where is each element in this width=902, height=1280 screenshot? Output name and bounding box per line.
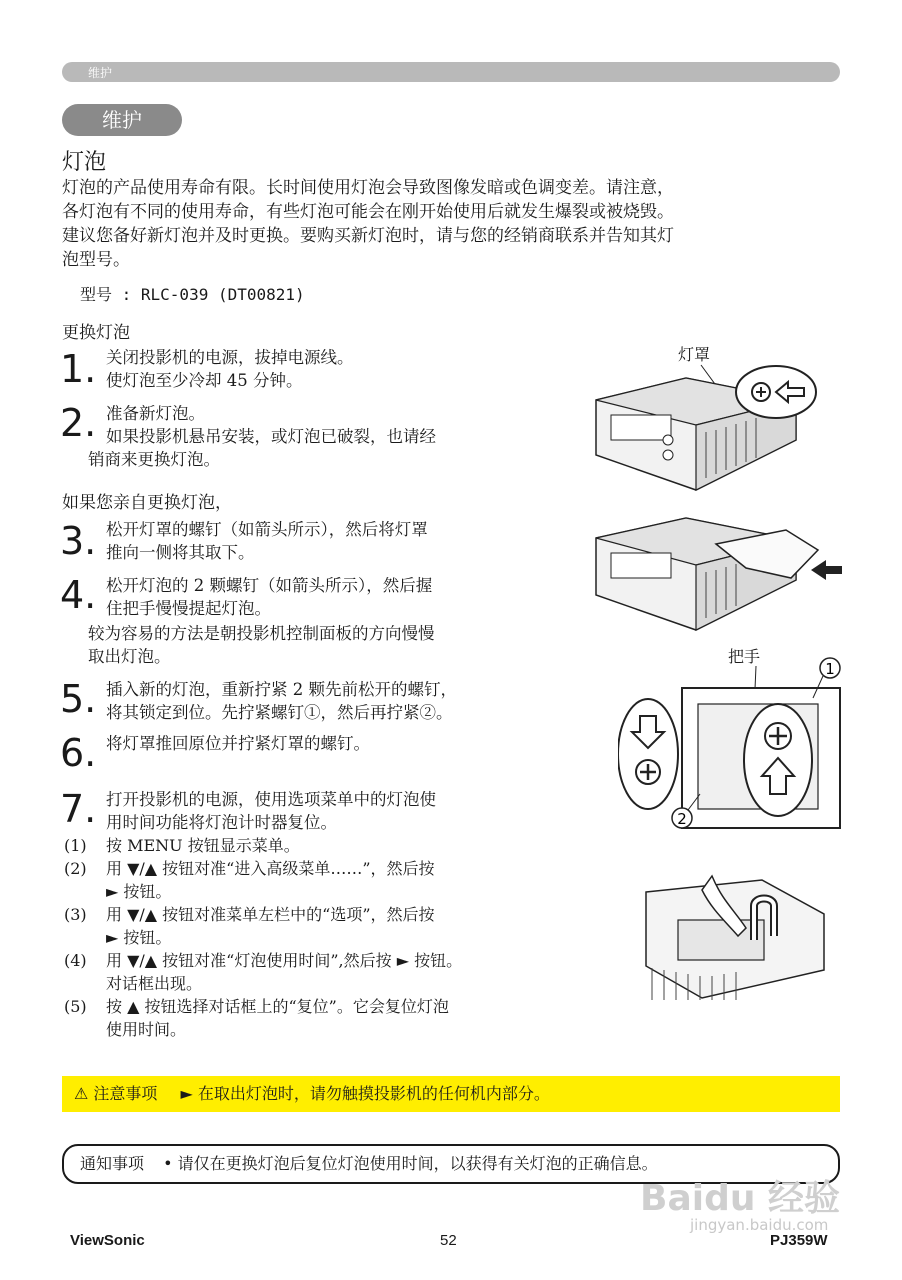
- model-number: 型号 : RLC-039 (DT00821): [80, 285, 305, 304]
- step-number: 3.: [60, 519, 97, 563]
- note-line: 较为容易的方法是朝投影机控制面板的方向慢慢: [88, 624, 435, 643]
- lamp-lifting-figure: [642, 870, 826, 1004]
- step-4-note: [88, 622, 435, 668]
- caution-text: ► 在取出灯泡时，请勿触摸投影机的任何机内部分。: [180, 1084, 550, 1103]
- header-bar-text: 维护: [88, 66, 113, 80]
- substep-line: ► 按钮。: [106, 928, 172, 947]
- substep-line: 用 ▼/▲ 按钮对准“灯泡使用时间”,然后按 ► 按钮。: [106, 951, 463, 970]
- step-line: 如果投影机悬吊安装，或灯泡已破裂，也请经: [106, 427, 436, 446]
- intro-paragraph: [62, 176, 842, 272]
- substep: [64, 995, 604, 1041]
- substep-line: 用 ▼/▲ 按钮对准菜单左栏中的“选项”，然后按: [106, 905, 435, 924]
- footer-model: PJ359W: [770, 1232, 828, 1249]
- intro-line: 灯泡的产品使用寿命有限。长时间使用灯泡会导致图像发暗或色调变差。请注意，: [62, 178, 674, 198]
- substep-line: 按 MENU 按钮显示菜单。: [106, 836, 300, 855]
- step-number: 6.: [60, 731, 97, 775]
- menu-substeps: [64, 834, 604, 1041]
- substep: [64, 857, 604, 903]
- step-line: 将其锁定到位。先拧紧螺钉①，然后再拧紧②。: [106, 703, 453, 722]
- step-line: 准备新灯泡。: [106, 404, 205, 423]
- substep-number: (4): [64, 951, 87, 970]
- substep-line: ► 按钮。: [106, 882, 172, 901]
- section-pill: 维护: [62, 104, 182, 136]
- substep-number: (3): [64, 905, 87, 924]
- step-line: 住把手慢慢提起灯泡。: [106, 599, 271, 618]
- step-6-text: [106, 732, 370, 755]
- note-line: 取出灯泡。: [88, 647, 171, 666]
- caution-label: ⚠ 注意事项: [74, 1084, 158, 1103]
- watermark-logo: Baidu 经验: [640, 1178, 841, 1219]
- step-line: 使灯泡至少冷却 45 分钟。: [106, 371, 303, 390]
- lamp-cover-label: 灯罩: [678, 345, 711, 364]
- notice-label: 通知事项: [80, 1154, 145, 1173]
- step-1-text: [106, 346, 354, 392]
- step-line: 关闭投影机的电源，拔掉电源线。: [106, 348, 354, 367]
- step-5-text: [106, 678, 457, 724]
- page-number: 52: [440, 1232, 457, 1249]
- step-number: 7.: [60, 787, 97, 831]
- substep: [64, 903, 604, 949]
- substep-line: 使用时间。: [106, 1020, 187, 1039]
- step-line: 推向一侧将其取下。: [106, 543, 255, 562]
- screw-2-number: 2: [677, 810, 687, 828]
- replace-heading: 更换灯泡: [62, 323, 130, 343]
- projector-lamp-cover-figure: [586, 360, 826, 500]
- intro-line: 各灯泡有不同的使用寿命，有些灯泡可能会在刚开始使用后就发生爆裂或被烧毁。: [62, 202, 674, 222]
- self-replace-heading: 如果您亲自更换灯泡，: [62, 493, 232, 513]
- substep-number: (1): [64, 836, 87, 855]
- substep: [64, 834, 604, 857]
- step-2-continued: 销商来更换灯泡。: [88, 450, 220, 469]
- step-line: 打开投影机的电源，使用选项菜单中的灯泡使: [106, 790, 436, 809]
- page-title: 灯泡: [62, 150, 107, 175]
- step-line: 用时间功能将灯泡计时器复位。: [106, 813, 337, 832]
- screw-1-number: 1: [825, 660, 835, 678]
- step-number: 5.: [60, 677, 97, 721]
- step-number: 4.: [60, 573, 97, 617]
- substep-line: 对话框出现。: [106, 974, 203, 993]
- substep-line: 按 ▲ 按钮选择对话框上的“复位”。它会复位灯泡: [106, 997, 449, 1016]
- substep-line: 用 ▼/▲ 按钮对准“进入高级菜单……”，然后按: [106, 859, 435, 878]
- step-7-text: [106, 788, 436, 834]
- step-number: 1.: [60, 347, 97, 391]
- step-4-text: [106, 574, 432, 620]
- lamp-screws-figure: [618, 654, 844, 834]
- substep-number: (2): [64, 859, 87, 878]
- watermark-url: jingyan.baidu.com: [690, 1216, 829, 1234]
- substep-number: (5): [64, 997, 87, 1016]
- step-2-text: [106, 402, 436, 448]
- intro-line: 建议您备好新灯泡并及时更换。要购买新灯泡时，请与您的经销商联系并告知其灯: [62, 226, 674, 246]
- caution-bar: [62, 1076, 840, 1112]
- step-3-text: [106, 518, 428, 564]
- header-bar: [62, 62, 840, 82]
- step-number: 2.: [60, 401, 97, 445]
- projector-cover-removal-figure: [586, 508, 848, 638]
- footer-brand: ViewSonic: [70, 1232, 145, 1249]
- step-line: 松开灯罩的螺钉（如箭头所示），然后将灯罩: [106, 520, 428, 539]
- step-line: 松开灯泡的 2 颗螺钉（如箭头所示），然后握: [106, 576, 433, 595]
- step-line: 插入新的灯泡，重新拧紧 2 颗先前松开的螺钉，: [106, 680, 457, 699]
- notice-text: • 请仅在更换灯泡后复位灯泡使用时间，以获得有关灯泡的正确信息。: [163, 1154, 658, 1173]
- intro-line: 泡型号。: [62, 250, 130, 270]
- handle-label: 把手: [728, 647, 761, 666]
- substep: [64, 949, 604, 995]
- step-line: 将灯罩推回原位并拧紧灯罩的螺钉。: [106, 734, 370, 753]
